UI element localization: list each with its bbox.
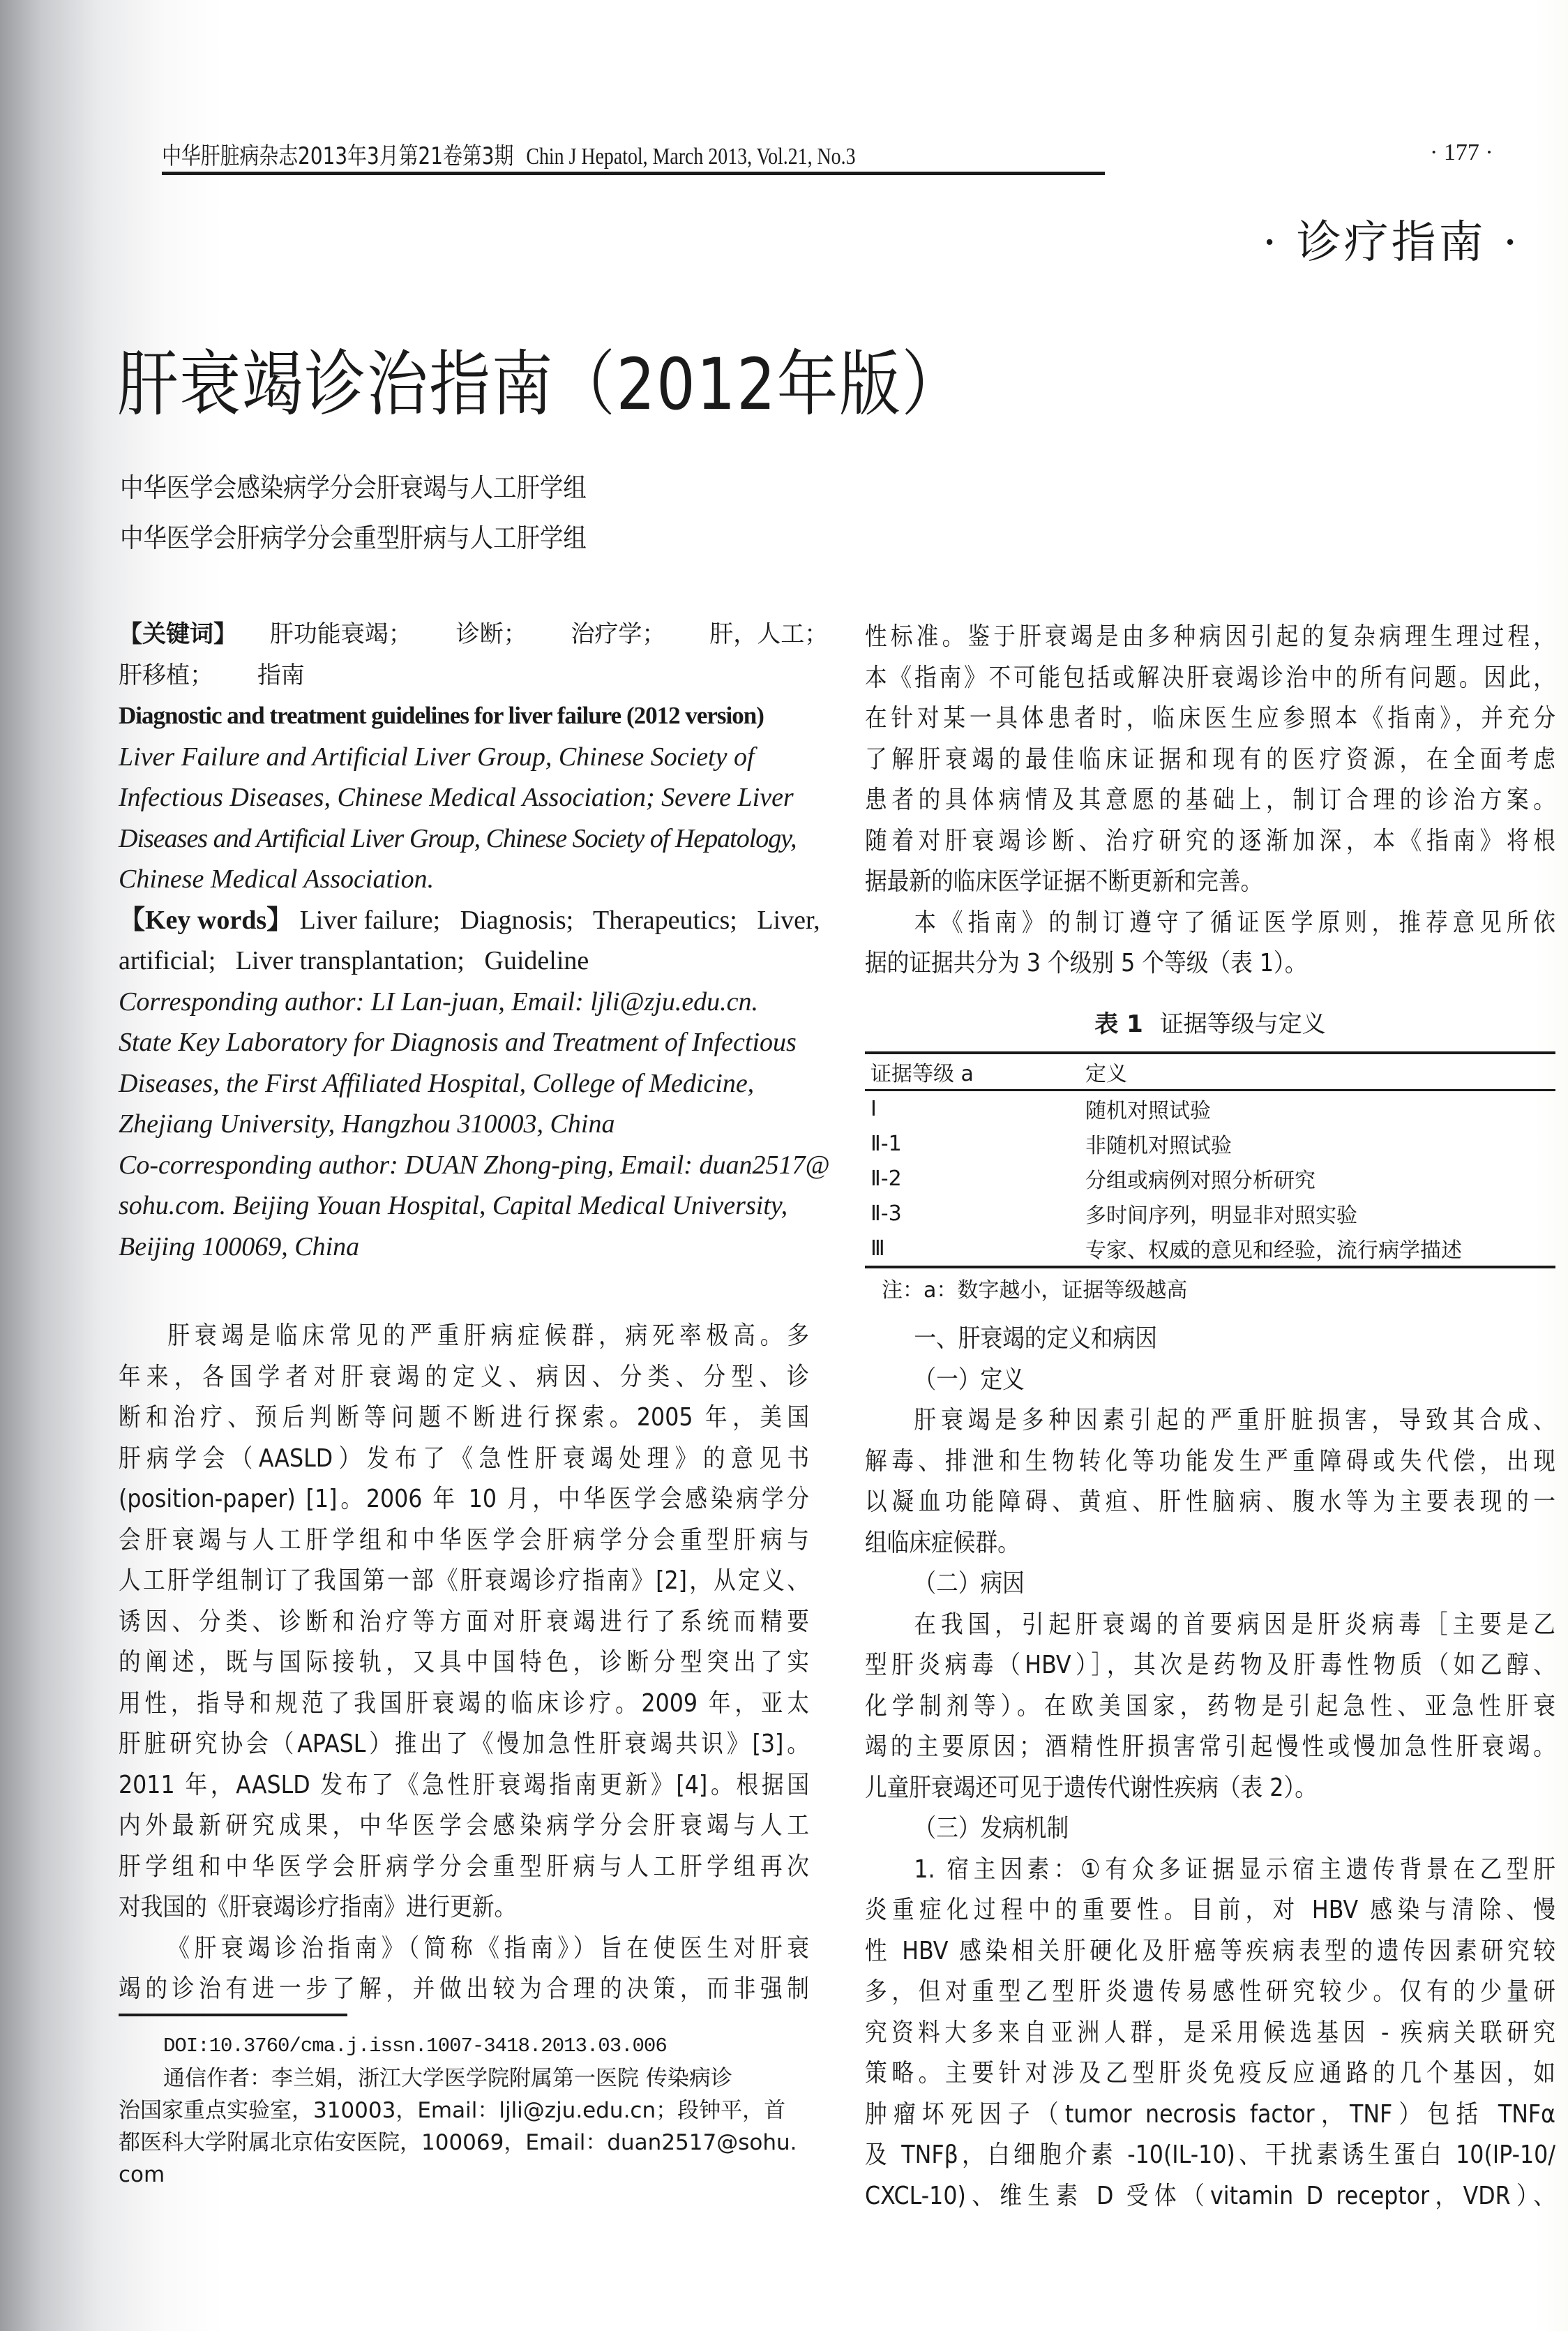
table-caption-text: 证据等级与定义 [1159,1010,1326,1038]
keywords-en-label: 【Key words】 [119,905,294,935]
keywords-en-text: Liver failure; Diagnosis; Therapeutics; Liver, [299,905,820,935]
journal-cn: 中华肝脏病杂志2013年3月第21卷第3期 [162,142,514,170]
paragraph-line: 型肝炎病毒（HBV）］，其次是药物及肝毒性物质（如乙醇、 [865,1651,1555,1679]
body-right-bottom [865,1319,1555,2217]
paragraph-line: 用性，指导和规范了我国肝衰竭的临床诊疗。2009 年，亚太 [119,1688,809,1718]
paragraph-line: 断和治疗、预后判断等问题不断进行探索。2005 年，美国 [119,1403,809,1432]
paragraph-line: 竭的主要原因；酒精性肝损害常引起慢性或慢加急性肝衰竭。 [865,1732,1555,1761]
paragraph-line: 人工肝学组制订了我国第一部《肝衰竭诊疗指南》[2]，从定义、 [119,1566,809,1595]
table-cell: 专家、权威的意见和经验，流行病学描述 [1085,1238,1462,1263]
correspondence-line: Beijing 100069, China [119,1231,360,1261]
footnote-line: 治国家重点实验室，310003，Email：ljli@zju.edu.cn；段钟平，首 [119,2098,786,2123]
paragraph-line: 肝衰竭是多种因素引起的严重肝脏损害，导致其合成、 [914,1406,1555,1434]
section-label: · 诊疗指南 · [1262,217,1521,269]
keyword-cn: 诊断； [455,620,527,648]
paragraph-line: 竭的诊治有进一步了解，并做出较为合理的决策，而非强制 [119,1974,809,2003]
footnote-line: com [119,2162,165,2187]
journal-en: Chin J Hepatol, March 2013, Vol.21, No.3 [526,144,856,170]
keywords-cn [119,614,829,655]
paragraph-line: 患者的具体病情及其意愿的基础上，制订合理的诊治方案。 [865,786,1555,814]
footnote-line: 通信作者：李兰娟，浙江大学医学院附属第一医院 传染病诊 [163,2066,732,2091]
paragraph-line: 肝衰竭是临床常见的严重肝病症候群，病死率极高。多 [167,1321,809,1350]
subsection-heading: （一）定义 [914,1365,1025,1394]
table-label: 表 1 [1094,1010,1143,1038]
table-row [865,1196,1555,1231]
authors-en-line: Chinese Medical Association. [119,864,435,894]
paragraph-line: 组临床症候群。 [865,1528,1020,1557]
paragraph-line: 肝学组和中华医学会肝病学分会重型肝病与人工肝学组再次 [119,1852,809,1881]
paragraph-line: 究资料大多来自亚洲人群，是采用候选基因 - 疾病关联研究 [865,2018,1555,2047]
keyword-cn: 肝移植； [119,661,213,689]
keywords-cn-label: 【关键词】 [119,620,237,648]
table-1 [865,1005,1548,1303]
paragraph-line: 在我国，引起肝衰竭的首要病因是肝炎病毒［主要是乙 [914,1610,1555,1639]
table-row [865,1231,1555,1267]
paragraph-line: 肝脏研究协会（APASL）推出了《慢加急性肝衰竭共识》[3]。 [119,1730,809,1758]
table-cell: Ⅱ-1 [870,1131,902,1156]
table-cell: Ⅰ [870,1096,877,1121]
paragraph-line: 内外最新研究成果，中华医学会感染病学分会肝衰竭与人工 [119,1811,809,1840]
paragraph-line: 年来，各国学者对肝衰竭的定义、病因、分类、分型、诊 [119,1362,809,1391]
subsection-heading: （二）病因 [914,1569,1025,1598]
subsection-heading: （三）发病机制 [914,1814,1069,1843]
paragraph-line: 据的证据共分为 3 个级别 5 个等级（表 1）。 [865,949,1307,977]
paragraph-line: 本《指南》不可能包括或解决肝衰竭诊治中的所有问题。因此， [865,663,1555,692]
abstract-block [119,614,830,1267]
paragraph-line: 2011 年，AASLD 发布了《急性肝衰竭指南更新》[4]。根据国 [119,1770,809,1799]
table-cell: 多时间序列，明显非对照实验 [1085,1204,1357,1228]
paragraph-line: (position-paper) [1]。2006 年 10 月，中华医学会感染病学分 [119,1485,809,1513]
table-note: 注：a：数字越小，证据等级越高 [882,1278,1188,1303]
body-left [119,1316,809,2010]
correspondence-line: sohu.com. Beijing Youan Hospital, Capital Medical University, [119,1191,788,1220]
table-cell: Ⅱ-2 [870,1166,902,1191]
section-heading: 一、肝衰竭的定义和病因 [914,1324,1157,1353]
table-caption [865,1005,1555,1039]
paragraph-line: 随着对肝衰竭诊断、治疗研究的逐渐加深，本《指南》将根 [865,826,1555,855]
paragraph-line: 儿童肝衰竭还可见于遗传代谢性疾病（表 2）。 [865,1773,1317,1802]
table-row [865,1090,1555,1127]
paragraph-line: 的阐述，既与国际接轨，又具中国特色，诊断分型突出了实 [119,1648,809,1677]
keywords-cn-cont [119,655,809,696]
correspondence-line: State Key Laboratory for Diagnosis and Treatment of Infectious [119,1028,797,1057]
paragraph-line: 策略。主要针对涉及乙型肝炎免疫反应通路的几个基因，如 [865,2059,1555,2088]
page-number: · 177 · [1430,140,1493,165]
table-cell: 非随机对照试验 [1085,1134,1232,1158]
table-header: 定义 [1085,1062,1127,1086]
correspondence-line: Diseases, the First Affiliated Hospital, College of Medicine, [119,1068,755,1098]
table-row [865,1161,1555,1196]
doi: DOI:10.3760/cma.j.issn.1007-3418.2013.03.006 [163,2034,667,2058]
paragraph-line: 以凝血功能障碍、黄疸、肝性脑病、腹水等为主要表现的一 [865,1487,1555,1516]
title-en: Diagnostic and treatment guidelines for liver failure (2012 version) [119,702,764,729]
paragraph-line: 据最新的临床医学证据不断更新和完善。 [865,867,1263,896]
paragraph-line: 解毒、排泄和生物转化等功能发生严重障碍或失代偿，出现 [865,1446,1555,1476]
paragraph-line: 炎重症化过程中的重要性。目前，对 HBV 感染与清除、慢 [865,1896,1555,1924]
paragraph-line: 性 HBV 感染相关肝硬化及肝癌等疾病表型的遗传因素研究较 [865,1936,1555,1965]
authors-en-line: Diseases and Artificial Liver Group, Chinese Society of Hepatology, [119,823,797,853]
evidence-table [865,1051,1555,1268]
org-1: 中华医学会感染病学分会肝衰竭与人工肝学组 [120,472,587,503]
table-header-row [865,1053,1555,1090]
paragraph-line: 化学制剂等）。在欧美国家，药物是引起急性、亚急性肝衰 [865,1691,1555,1721]
paragraph-line: 了解肝衰竭的最佳临床证据和现有的医疗资源，在全面考虑 [865,744,1555,774]
paragraph-line: 及 TNFβ，白细胞介素 -10(IL-10)、干扰素诱生蛋白 10(IP-10/ [865,2141,1555,2169]
table-cell: 随机对照试验 [1085,1099,1211,1123]
table-cell: Ⅲ [870,1236,885,1261]
paragraph-line: 诱因、分类、诊断和治疗等方面对肝衰竭进行了系统而精要 [119,1607,809,1636]
paragraph-line: 多，但对重型乙型肝炎遗传易感性研究较少。仅有的少量研 [865,1977,1555,2006]
paragraph-line: 肿瘤坏死因子（tumor necrosis factor，TNF）包括 TNFα [865,2099,1555,2129]
table-cell: Ⅱ-3 [870,1201,902,1226]
keyword-cn: 治疗学； [571,620,666,648]
authors-en-line: Liver Failure and Artificial Liver Group, Chinese Society of [119,742,755,772]
paragraph-line: 对我国的《肝衰竭诊疗指南》进行更新。 [119,1893,517,1921]
footnote-line: 都医科大学附属北京佑安医院，100069，Email：duan2517@sohu. [119,2130,797,2155]
correspondence-line: Corresponding author: LI Lan-juan, Email: ljli@zju.edu.cn. [119,987,759,1017]
keyword-cn: 肝，人工； [709,620,829,648]
org-2: 中华医学会肝病学分会重型肝病与人工肝学组 [120,523,587,553]
paragraph-line: 性标准。鉴于肝衰竭是由多种病因引起的复杂病理生理过程， [865,622,1555,651]
footnote-rule [119,2014,347,2016]
table-cell: 分组或病例对照分析研究 [1085,1169,1316,1193]
footnote [119,2030,809,2191]
table-row [865,1126,1555,1161]
paragraph-line: CXCL-10)、维生素 D 受体（vitamin D receptor，VDR）、 [865,2181,1555,2210]
keywords-en-cont: artificial; Liver transplantation; Guideline [119,946,589,975]
correspondence-line: Co-corresponding author: DUAN Zhong-ping, Email: duan2517@ [119,1150,830,1180]
keywords-en [119,900,820,941]
paragraph-line: 本《指南》的制订遵守了循证医学原则，推荐意见所依 [914,908,1555,937]
article-title: 肝衰竭诊治指南（2012年版） [117,343,964,426]
authors-en-line: Infectious Diseases, Chinese Medical Association; Severe Liver [119,783,794,812]
keyword-cn: 指南 [257,661,305,689]
correspondence-line: Zhejiang University, Hangzhou 310003, China [119,1109,615,1139]
paragraph-line: 1. 宿主因素：①有众多证据显示宿主遗传背景在乙型肝 [914,1854,1555,1884]
paragraph-line: 在针对某一具体患者时，临床医生应参照本《指南》，并充分 [865,704,1555,733]
paragraph-line: 《肝衰竭诊治指南》（简称《指南》）旨在使医生对肝衰 [167,1933,809,1963]
body-right-top [865,617,1555,984]
header-rule [162,172,1105,175]
paragraph-line: 肝病学会（AASLD）发布了《急性肝衰竭处理》的意见书 [119,1444,809,1473]
running-head [162,137,934,171]
table-header: 证据等级 a [870,1062,974,1086]
paragraph-line: 会肝衰竭与人工肝学组和中华医学会肝病学分会重型肝病与 [119,1525,809,1554]
keyword-cn: 肝功能衰竭； [269,620,412,648]
